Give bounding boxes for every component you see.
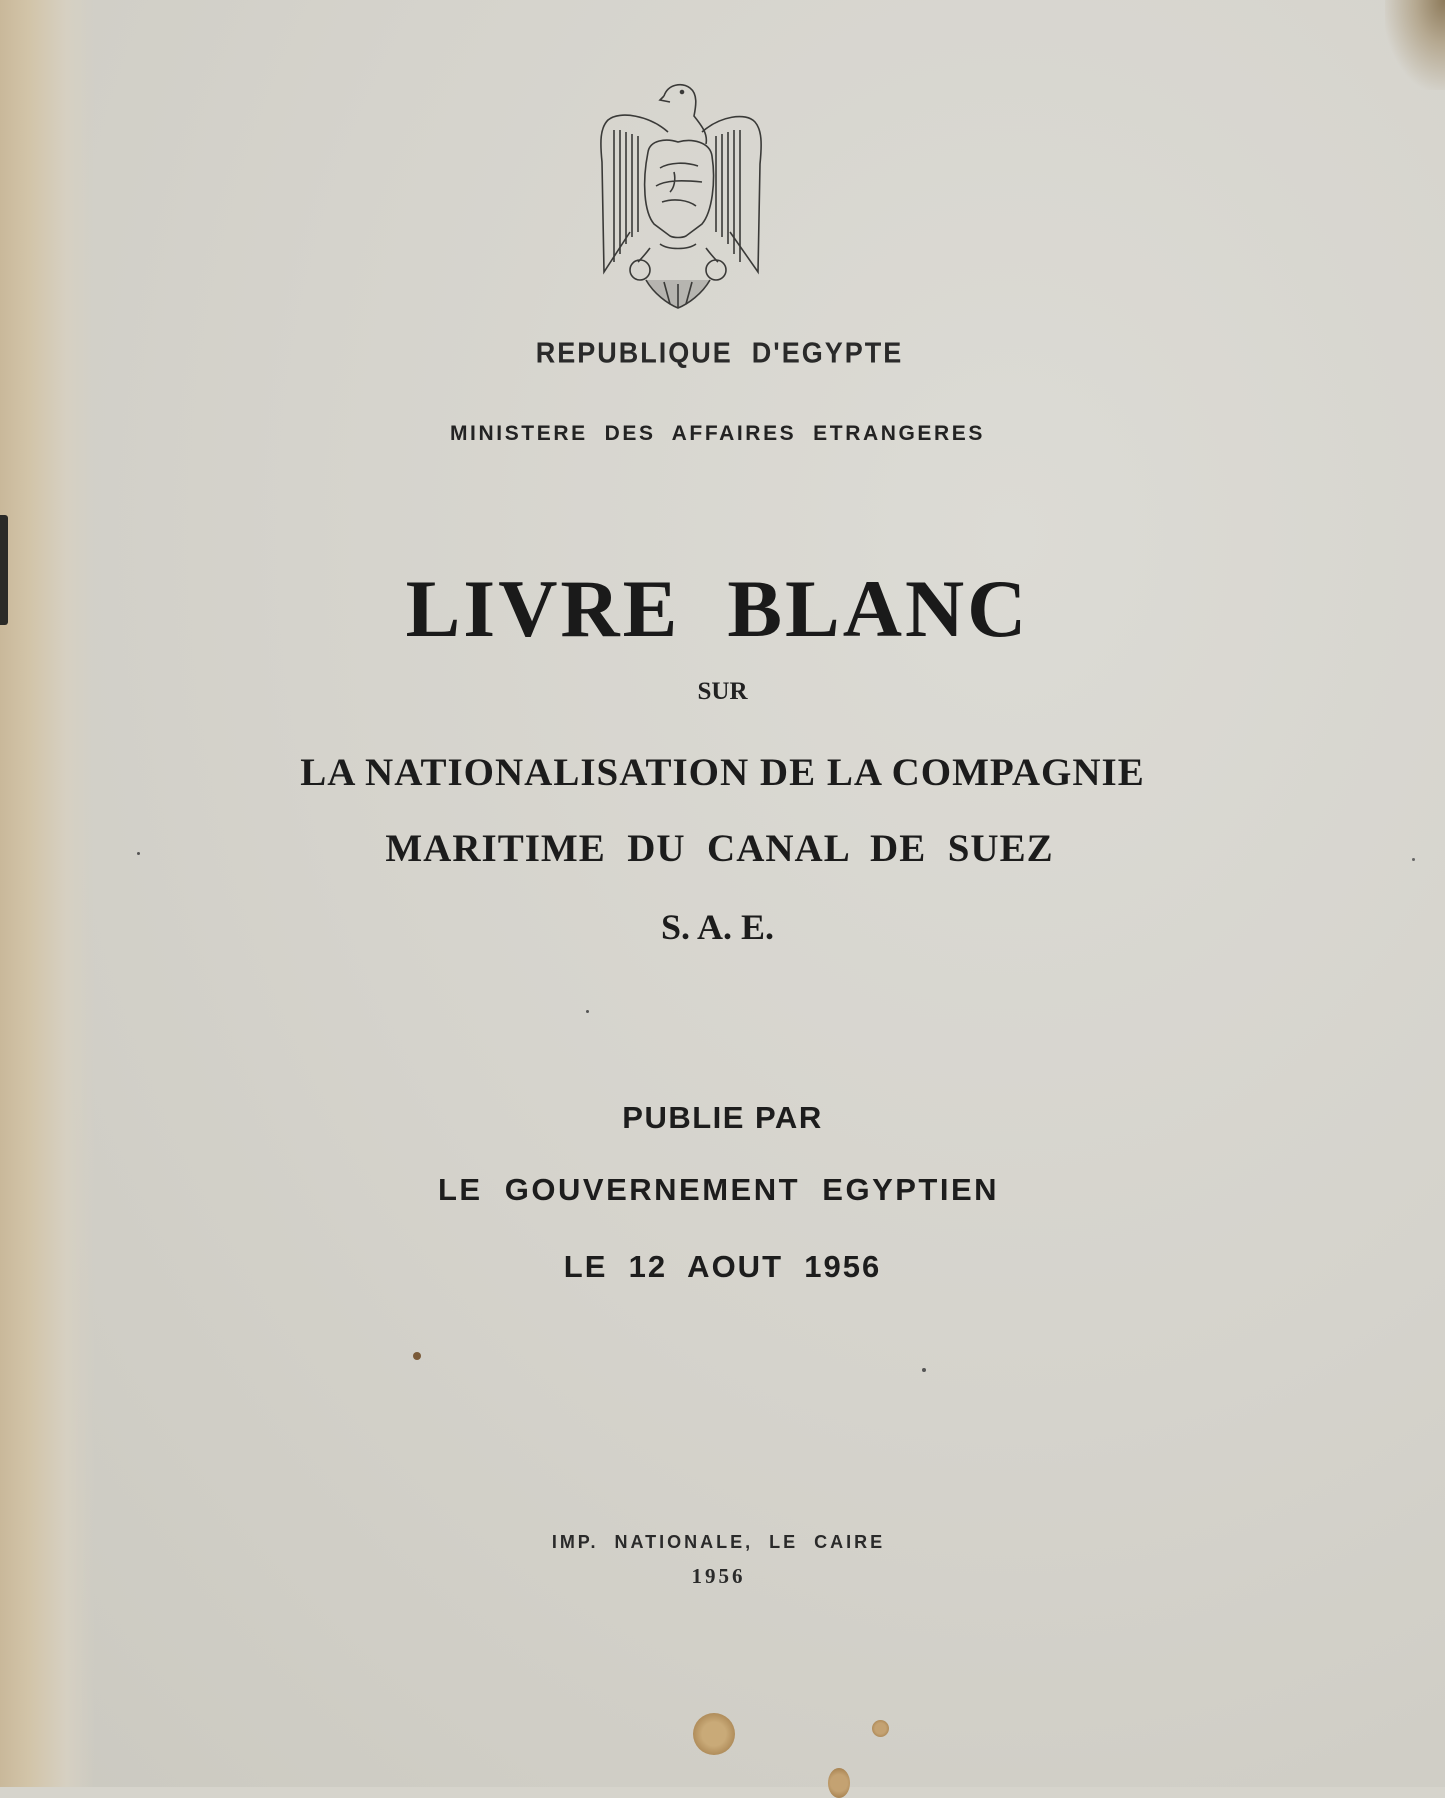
printer-imprint: IMP. NATIONALE, LE CAIRE xyxy=(551,1532,886,1552)
foxing-stain xyxy=(872,1720,889,1737)
title-subject-line-2: MARITIME DU CANAL DE SUEZ xyxy=(385,827,1054,870)
ministry-heading: MINISTERE DES AFFAIRES ETRANGERES xyxy=(449,422,986,445)
aged-left-edge xyxy=(0,0,95,1787)
imprint-year: 1956 xyxy=(691,1564,746,1588)
foxing-stain xyxy=(693,1713,735,1755)
corner-stain xyxy=(1385,0,1445,90)
main-title: LIVRE BLANC xyxy=(405,563,1030,654)
ink-speck xyxy=(137,852,140,855)
foxing-stain xyxy=(828,1768,850,1798)
ink-speck xyxy=(1412,858,1415,861)
publisher-name: LE GOUVERNEMENT EGYPTIEN xyxy=(437,1172,1000,1207)
ink-speck xyxy=(922,1368,926,1372)
title-subject-line-1: LA NATIONALISATION DE LA COMPAGNIE xyxy=(300,751,1145,794)
ink-speck xyxy=(413,1352,421,1360)
eagle-emblem-icon xyxy=(590,72,765,312)
republic-heading: REPUBLIQUE D'EGYPTE xyxy=(535,337,904,369)
title-subject-line-3: S. A. E. xyxy=(660,907,775,947)
published-by-label: PUBLIE PAR xyxy=(622,1100,823,1135)
title-preposition: SUR xyxy=(697,678,748,705)
publication-date: LE 12 AOUT 1956 xyxy=(563,1249,882,1284)
ink-speck xyxy=(586,1010,589,1013)
